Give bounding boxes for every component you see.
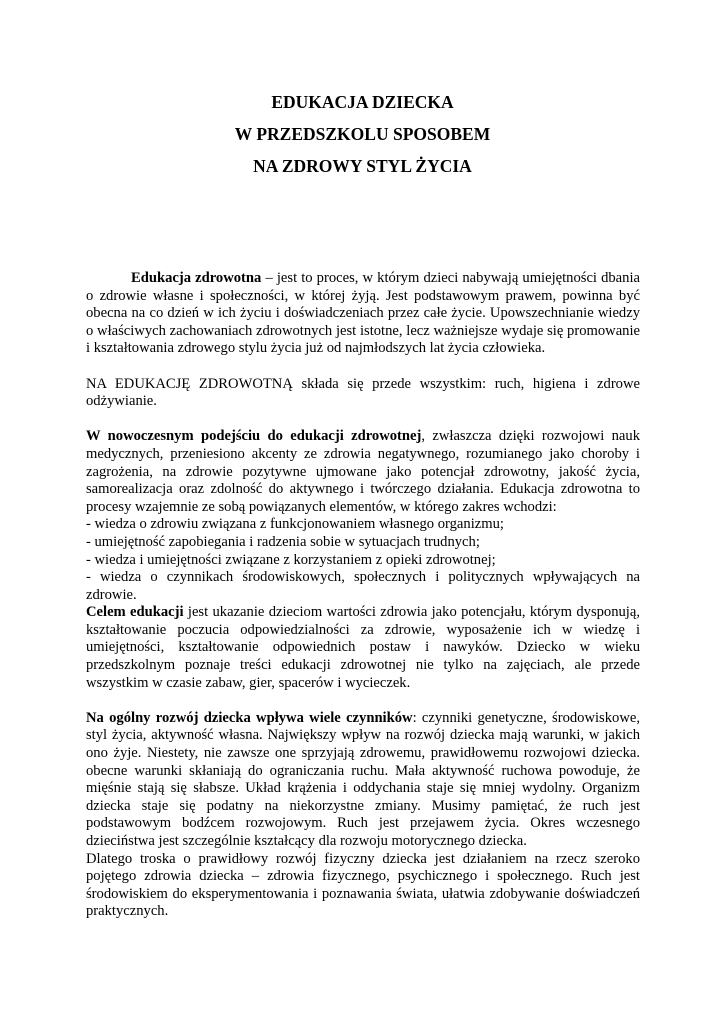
paragraph-health-education-components <box>86 376 640 411</box>
term-modern-approach: W nowoczesnym podejściu do edukacji zdrowotnej <box>86 428 422 445</box>
paragraph-education-goal <box>86 604 640 692</box>
scope-list <box>86 516 640 604</box>
paragraph-text: NA EDUKACJĘ ZDROWOTNĄ składa się przede wszystkim: ruch, higiena i zdrowe odżywianie. <box>86 375 640 410</box>
title-line-3: NA ZDROWY STYL ŻYCIA <box>253 156 472 176</box>
document-title <box>0 86 725 182</box>
paragraph-text: jest ukazanie dzieciom wartości zdrowia jako potencjału, którym dysponują, kształtowanie poczucia odpowiedzialności za zdrowie, wyposażenie ich w wiedzę i umiejętności, kształtowanie odpowiednich postaw i nawyków. Dziecko w wieku przedszkolnym poznaje treści edukacji zdrowotnej nie tylko na zajęciach, ale przede wszystkim w czasie zabaw, gier, spacerów i wycieczek. <box>86 604 640 691</box>
term-education-goal: Celem edukacji <box>86 604 184 621</box>
term-health-education: Edukacja zdrowotna <box>131 270 262 286</box>
paragraph-text: Dlatego troska o prawidłowy rozwój fizyczny dziecka jest działaniem na rzecz szeroko pojętego zdrowia dziecka – zdrowia fizycznego, psychicznego i społecznego. Ruch jest środowiskiem do eksperymentowania i poznawania świata, ułatwia zdobywanie doświadczeń praktycznych. <box>86 850 640 920</box>
list-item: - umiejętność zapobiegania i radzenia sobie w sytuacjach trudnych; <box>86 533 480 550</box>
paragraph-text: : czynniki genetyczne, środowiskowe, styl życia, aktywność własna. Największy wpływ na rozwój dziecka mają warunki, w jakich ono żyje. Niestety, nie zawsze one sprzyjają zdrowemu, prawidłowemu rozwojowi dziecka. obecne warunki skłaniają do ograniczania ruchu. Mała aktywność ruchowa powoduje, że mięśnie stają się słabsze. Układ krążenia i oddychania staje się mniej wydolny. Organizm dziecka staje się podatny na niekorzystne zmiany. Musimy pamiętać, że ruch jest podstawowym bodźcem rozwojowym. Ruch jest przejawem życia. Okres wczesnego dzieciństwa jest szczególnie kształcący dla rozwoju motorycznego dziecka. <box>86 709 640 849</box>
term-development-factors: Na ogólny rozwój dziecka wpływa wiele czynników <box>86 709 413 726</box>
list-item: - wiedza i umiejętności związane z korzystaniem z opieki zdrowotnej; <box>86 551 496 568</box>
title-line-1: EDUKACJA DZIECKA <box>271 92 454 112</box>
list-item: - wiedza o czynnikach środowiskowych, społecznych i politycznych wpływających na zdrowie. <box>86 569 640 603</box>
paragraph-health-education-definition <box>86 270 640 358</box>
paragraph-text: , zwłaszcza dzięki rozwojowi nauk medycznych, przeniesiono akcenty ze zdrowia negatywnego, rozumianego jako choroby i zagrożenia, na zdrowie pozytywne ujmowane jako potencjał zdrowotny, jakość życia, samorealizacja oraz zdolność do aktywnego i twórczego działania. Edukacja zdrowotna to procesy wzajemnie ze sobą powiązanych elementów, w którego zakres wchodzi: <box>86 428 640 515</box>
title-line-2: W PRZEDSZKOLU SPOSOBEM <box>234 124 491 144</box>
paragraph-modern-approach <box>86 428 640 516</box>
document-body <box>86 270 640 921</box>
paragraph-development-factors <box>86 710 640 851</box>
list-item: - wiedza o zdrowiu związana z funkcjonowaniem własnego organizmu; <box>86 516 504 533</box>
paragraph-text: – jest to proces, w którym dzieci nabywają umiejętności dbania o zdrowie własne i społeczności, w której żyją. Jest podstawowym prawem, powinna być obecna na co dzień w ich życiu i doświadczeniach przez całe życie. Upowszechnianie wiedzy o właściwych zachowaniach zdrowotnych jest istotne, lecz ważniejsze wydaje się promowanie i kształtowania zdrowego stylu życia już od najmłodszych lat życia człowieka. <box>86 270 640 357</box>
paragraph-physical-development <box>86 851 640 921</box>
